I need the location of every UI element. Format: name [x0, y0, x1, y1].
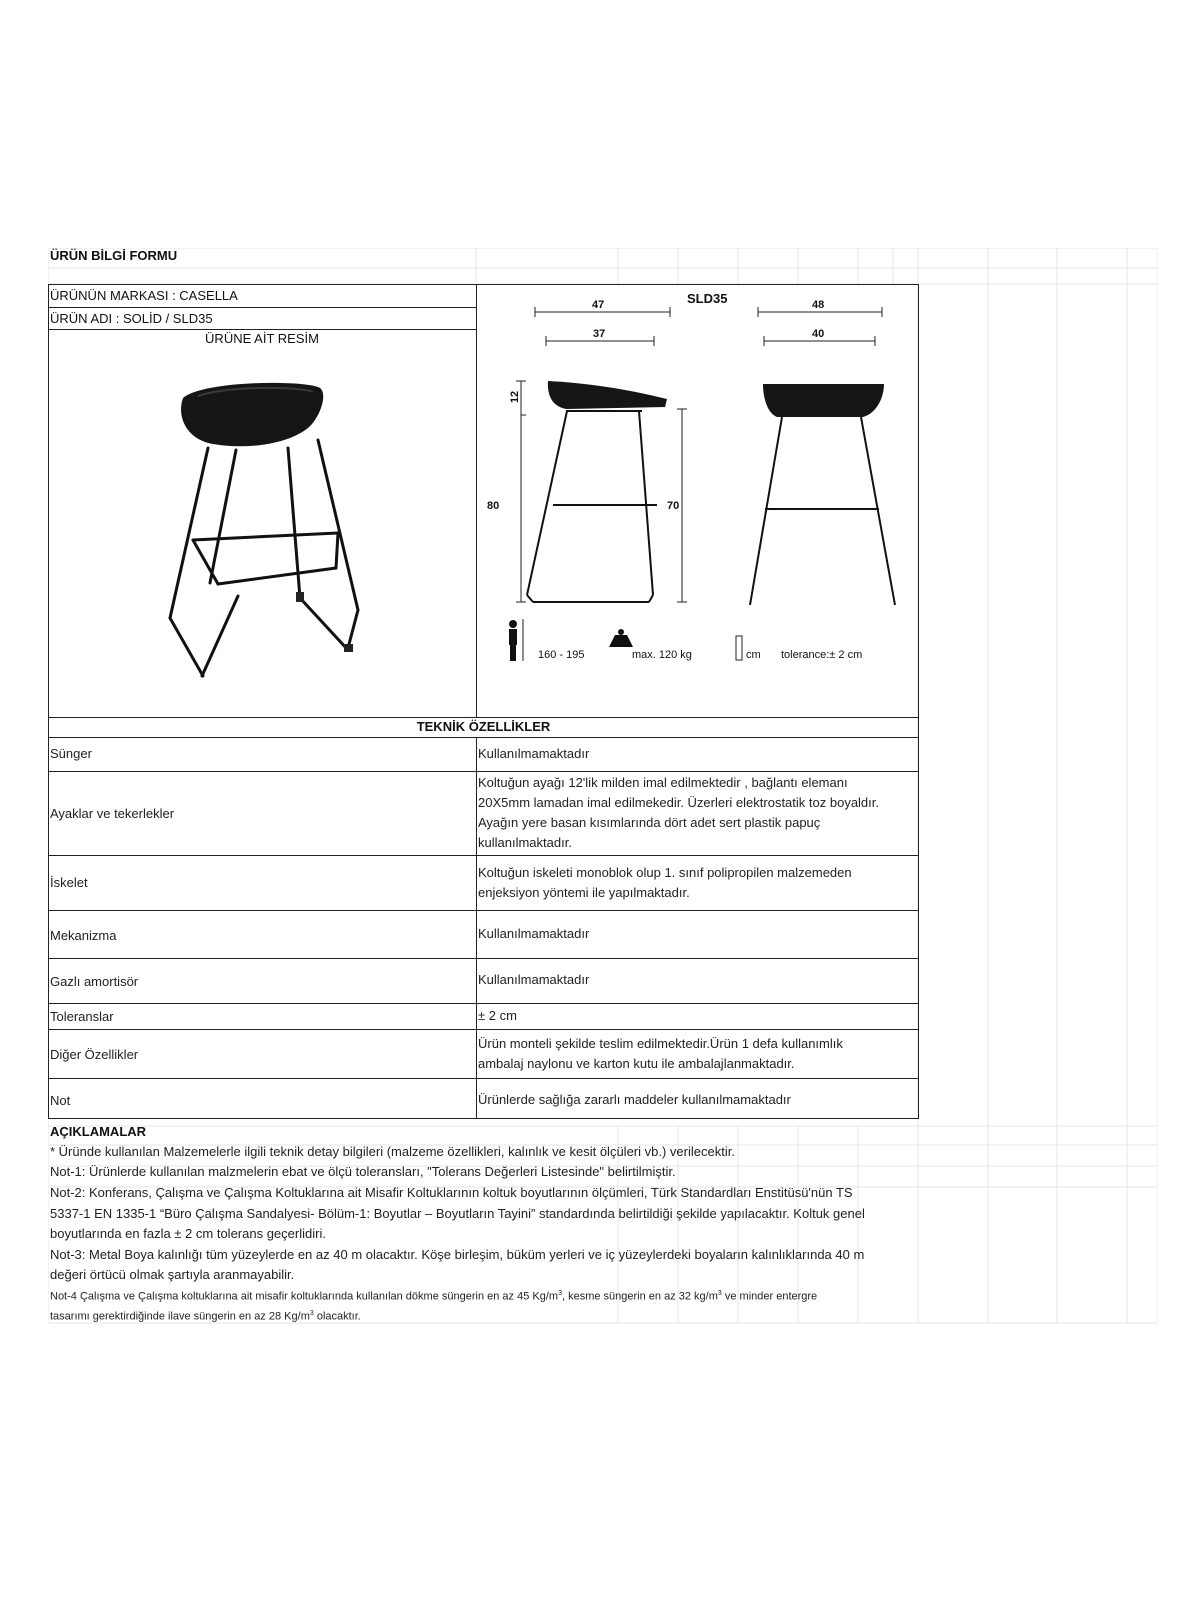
image-caption: ÜRÜNE AİT RESİM: [205, 331, 319, 346]
product-info-sheet: [48, 248, 1158, 1357]
model-code: SLD35: [687, 291, 728, 306]
spec-label-sponge: Sünger: [50, 746, 92, 761]
note-general: * Üründe kullanılan Malzemelerle ilgili teknik detay bilgileri (malzeme özellikleri, kalınlık ve kesit ölçüleri vb.) verilecektir.: [50, 1144, 735, 1159]
max-load: max. 120 kg: [632, 649, 692, 661]
note-2-line-3: boyutlarında en fazla ± 2 cm tolerans geçerlidiri.: [50, 1226, 326, 1241]
spec-value-frame-2: enjeksiyon yöntemi ile yapılmaktadır.: [478, 885, 690, 900]
dim-seat-height: 12: [509, 390, 522, 404]
spec-label-mechanism: Mekanizma: [50, 928, 117, 943]
row-divider: [48, 771, 919, 772]
note-2-line-1: Not-2: Konferans, Çalışma ve Çalışma Koltuklarına ait Misafir Koltuklarının koltuk boyutlarının ölçümleri, Türk Standardları Enstitüsü'nün TS: [50, 1185, 853, 1200]
spec-value-frame-1: Koltuğun iskeleti monoblok olup 1. sınıf polipropilen malzemeden: [478, 865, 852, 880]
row-divider: [48, 855, 919, 856]
spec-label-note: Not: [50, 1093, 71, 1108]
product-photo: [148, 378, 408, 688]
unit-label: cm: [746, 649, 761, 661]
spec-label-other: Diğer Özellikler: [50, 1047, 139, 1062]
row-divider: [48, 910, 919, 911]
spec-value-legs-2: 20X5mm lamadan imal edilmekedir. Üzerleri elektrostatik toz boyaldır.: [478, 795, 880, 810]
specs-title: TEKNİK ÖZELLİKLER: [416, 719, 551, 734]
spec-value-mechanism: Kullanılmamaktadır: [478, 926, 590, 941]
spec-value-note: Ürünlerde sağlığa zararlı maddeler kullanılmamaktadır: [478, 1092, 791, 1107]
product-name-line: ÜRÜN ADI : SOLİD / SLD35: [50, 311, 213, 326]
note-3-line-2: değeri örtücü olmak şartıyla aranmayabilir.: [50, 1267, 295, 1282]
row-divider: [48, 1029, 919, 1030]
user-height-range: 160 - 195: [538, 649, 585, 661]
spec-value-legs-4: kullanılmaktadır.: [478, 835, 572, 850]
note-1: Not-1: Ürünlerde kullanılan malzmelerin ebat ve ölçü toleransları, "Tolerans Değerleri Listesinde" belirtilmiştir.: [50, 1164, 676, 1179]
spec-label-gas-lift: Gazlı amortisör: [50, 974, 139, 989]
spec-value-other-1: Ürün monteli şekilde teslim edilmektedir.Ürün 1 defa kullanımlık: [478, 1036, 843, 1051]
row-divider: [48, 958, 919, 959]
spec-label-legs: Ayaklar ve tekerlekler: [50, 806, 175, 821]
spec-value-gas-lift: Kullanılmamaktadır: [478, 972, 590, 987]
spec-label-tolerances: Toleranslar: [50, 1009, 114, 1024]
dim-depth-inner: 40: [812, 328, 825, 340]
dim-depth-outer: 48: [812, 299, 825, 311]
form-title: ÜRÜN BİLGİ FORMU: [50, 248, 178, 263]
note-4-line-2: tasarımı gerektirdiğinde ilave süngerin en az 28 $Kg/m^3$ olacaktır.: [50, 1310, 361, 1323]
spec-value-legs-1: Koltuğun ayağı 12'lik milden imal edilmektedir , bağlantı elemanı: [478, 775, 848, 790]
row-divider: [48, 329, 477, 330]
dim-width-inner: 37: [593, 328, 606, 340]
row-divider: [48, 307, 477, 308]
note-4-line-1: Not-4 Çalışma ve Çalışma koltuklarına ait misafir koltuklarında kullanılan dökme süngerin en az 45 $Kg/m^3$, kesme süngerin en az 32 $kg/m^3$ ve minder entergre: [50, 1290, 818, 1303]
row-divider: [48, 737, 919, 738]
spec-value-tolerances: ± 2 cm: [478, 1008, 517, 1023]
row-divider: [48, 1003, 919, 1004]
notes-title: AÇIKLAMALAR: [50, 1124, 147, 1139]
dim-leg-height: 70: [667, 500, 680, 512]
kg-icon-label: kg: [614, 651, 623, 660]
note-2-line-2: 5337-1 EN 1335-1 “Büro Çalışma Sandalyesi- Bölüm-1: Boyutlar – Boyutların Tayini” standardında belirtildiği şekilde yapılacaktır. Koltuk genel: [50, 1206, 865, 1221]
spec-value-sponge: Kullanılmamaktadır: [478, 746, 590, 761]
row-divider: [48, 1078, 919, 1079]
dim-width-outer: 47: [592, 299, 605, 311]
note-3-line-1: Not-3: Metal Boya kalınlığı tüm yüzeylerde en az 40 m olacaktır. Köşe birleşim, büküm yerleri ve iç yüzeylerdeki boyaların kalınlıklarında 40 m: [50, 1247, 865, 1262]
spec-value-legs-3: Ayağın yere basan kısımlarında dört adet sert plastik papuç: [478, 815, 821, 830]
spec-label-frame: İskelet: [50, 875, 88, 890]
spec-value-other-2: ambalaj naylonu ve karton kutu ile ambalajlanmaktadır.: [478, 1056, 795, 1071]
dim-total-height: 80: [487, 500, 500, 512]
tolerance-label: tolerance:± 2 cm: [781, 649, 863, 661]
brand-line: ÜRÜNÜN MARKASI : CASELLA: [50, 288, 238, 303]
vertical-divider: [476, 737, 477, 1119]
